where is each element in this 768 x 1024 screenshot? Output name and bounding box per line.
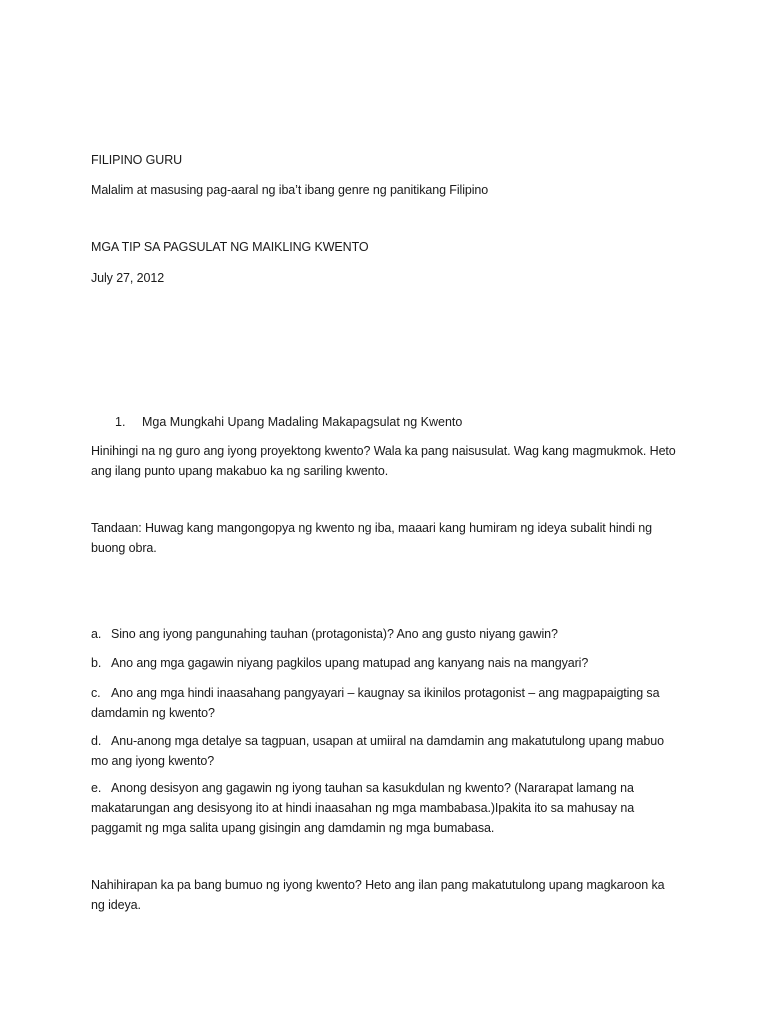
question-text: Ano ang mga hindi inaasahang pangyayari – kaugnay sa ikinilos protagonist – ang magpapaigting sa damdamin ng kwento? — [91, 686, 660, 720]
reminder-paragraph: Tandaan: Huwag kang mangongopya ng kwento ng iba, maaari kang humiram ng ideya subalit hindi ng buong obra. — [91, 521, 653, 555]
question-marker: c. — [91, 686, 101, 700]
question-text: Ano ang mga gagawin niyang pagkilos upang matupad ang kanyang nais na mangyari? — [111, 656, 589, 670]
post-date: July 27, 2012 — [91, 271, 165, 285]
question-marker: b. — [91, 656, 102, 670]
question-marker: e. — [91, 781, 102, 795]
section-number: 1. — [115, 415, 126, 429]
question-item-b — [91, 653, 681, 673]
question-marker: a. — [91, 627, 102, 641]
blog-tagline: Malalim at masusing pag-aaral ng iba’t ibang genre ng panitikang Filipino — [91, 183, 489, 197]
section-heading-text: Mga Mungkahi Upang Madaling Makapagsulat ng Kwento — [142, 415, 463, 429]
question-text: Anu-anong mga detalye sa tagpuan, usapan at umiiral na damdamin ang makatutulong upang mabuo mo ang iyong kwento? — [91, 734, 664, 768]
post-title: MGA TIP SA PAGSULAT NG MAIKLING KWENTO — [91, 240, 369, 254]
question-item-e — [91, 778, 681, 838]
closing-paragraph: Nahihirapan ka pa bang bumuo ng iyong kwento? Heto ang ilan pang makatutulong upang magkaroon ka ng ideya. — [91, 878, 665, 912]
question-item-a — [91, 624, 681, 644]
question-text: Sino ang iyong pangunahing tauhan (protagonista)? Ano ang gusto niyang gawin? — [111, 627, 558, 641]
question-item-d — [91, 731, 681, 771]
question-marker: d. — [91, 734, 102, 748]
blog-title: FILIPINO GURU — [91, 153, 183, 167]
intro-paragraph: Hinihingi na ng guro ang iyong proyektong kwento? Wala ka pang naisusulat. Wag kang magmukmok. Heto ang ilang punto upang makabuo ka ng sariling kwento. — [91, 444, 676, 478]
question-item-c — [91, 683, 681, 723]
question-text: Anong desisyon ang gagawin ng iyong tauhan sa kasukdulan ng kwento? (Nararapat lamang na makatarungan ang desisyong ito at hindi inaasahan ng mga mambabasa.)Ipakita ito sa mahusay na paggamit ng mga salita upang gisingin ang damdamin ng mga bumabasa. — [91, 781, 635, 835]
section-heading — [115, 412, 462, 432]
